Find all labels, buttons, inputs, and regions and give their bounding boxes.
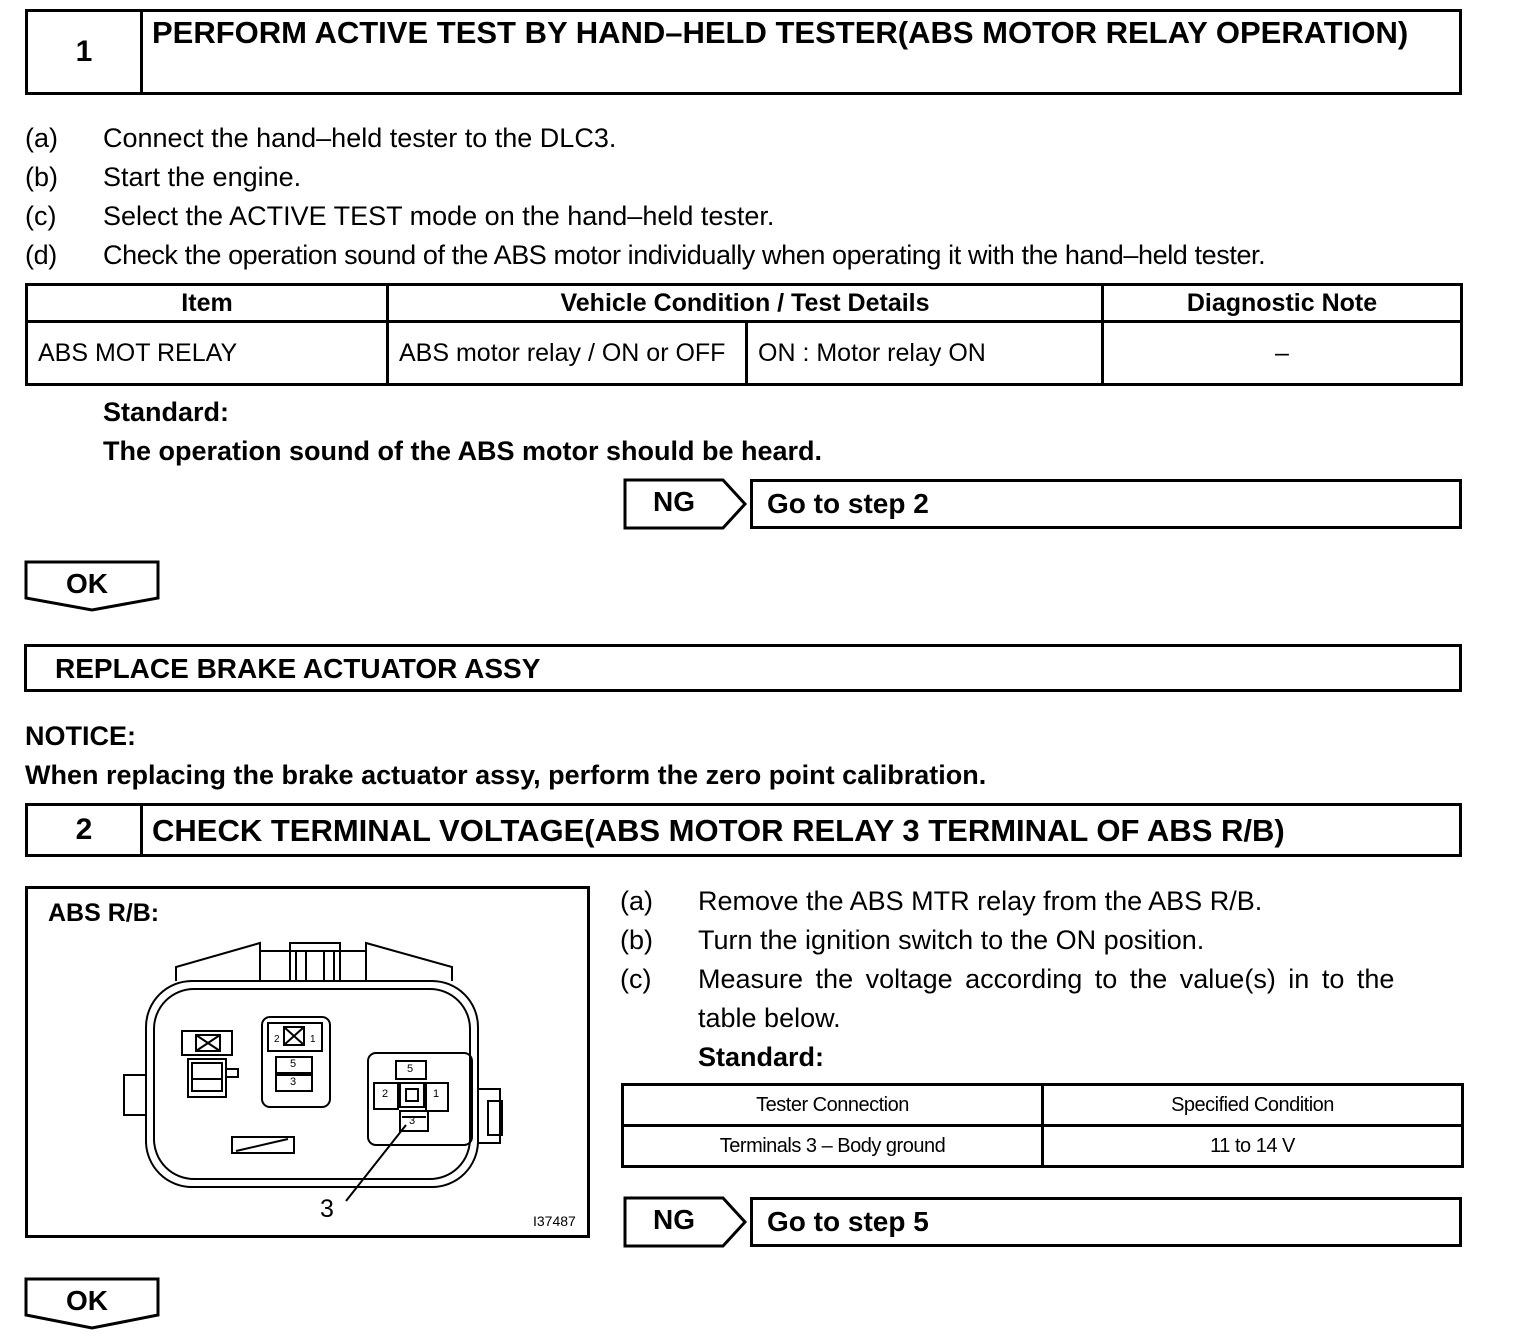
instruction-text: Select the ACTIVE TEST mode on the hand–held tester. — [103, 201, 775, 231]
cell-details: ON : Motor relay ON — [747, 322, 1103, 385]
step1-title: PERFORM ACTIVE TEST BY HAND–HELD TESTER(ABS MOTOR RELAY OPERATION) — [152, 15, 1409, 50]
cell-note: – — [1103, 322, 1462, 385]
header-item: Item — [27, 285, 388, 322]
relay-pin-label-3: 3 — [409, 1115, 416, 1127]
step1-standard-text: The operation sound of the ABS motor should be heard. — [103, 436, 823, 466]
pin-label-2: 2 — [274, 1034, 280, 1045]
instruction-label: (a) — [25, 123, 58, 153]
pin-label-1: 1 — [310, 1034, 316, 1045]
relay-block-diagram — [28, 889, 587, 1235]
replace-actuator-box — [24, 644, 1462, 692]
notice-label: NOTICE: — [25, 721, 136, 751]
replace-text: REPLACE BRAKE ACTUATOR ASSY — [55, 653, 541, 684]
instruction-label: (b) — [25, 162, 58, 192]
instruction-text: Start the engine. — [103, 162, 302, 192]
header-tester-connection: Tester Connection — [623, 1085, 1043, 1126]
ok-label: OK — [66, 568, 108, 599]
instruction-label: (c) — [25, 201, 57, 231]
abs-rb-figure — [25, 886, 590, 1238]
step2-standard-label: Standard: — [698, 1042, 825, 1072]
instruction-label: (d) — [25, 240, 57, 270]
instruction-text: Check the operation sound of the ABS motor individually when operating it with the hand–held tester. — [103, 240, 1266, 270]
figure-title: ABS R/B: — [48, 899, 160, 927]
step2-header — [25, 803, 1462, 857]
ng-label: NG — [653, 486, 695, 517]
header-diagnostic-note: Diagnostic Note — [1103, 285, 1462, 322]
instruction-text: Remove the ABS MTR relay from the ABS R/B. — [698, 886, 1263, 916]
table-row — [27, 322, 1462, 385]
instruction-label: (a) — [620, 886, 653, 916]
relay-pin-label-5: 5 — [407, 1063, 414, 1075]
ng-label: NG — [653, 1204, 695, 1235]
header-specified-condition: Specified Condition — [1043, 1085, 1463, 1126]
step1-number: 1 — [28, 12, 143, 92]
instruction-label: (b) — [620, 925, 653, 955]
step2-title: CHECK TERMINAL VOLTAGE(ABS MOTOR RELAY 3 TERMINAL OF ABS R/B) — [152, 813, 1285, 848]
table-row — [623, 1126, 1463, 1167]
relay-pin-label-2: 2 — [382, 1088, 389, 1100]
step1-ng-indicator — [623, 478, 753, 530]
cell-specified-condition: 11 to 14 V — [1043, 1126, 1463, 1167]
step2-ok-indicator — [24, 1277, 164, 1331]
step2-ng-indicator — [623, 1196, 753, 1248]
step2-instruction-c-continued: table below. — [698, 1003, 841, 1033]
pin-label-3: 3 — [290, 1076, 297, 1088]
instruction-label: (c) — [620, 964, 652, 994]
header-vehicle-condition: Vehicle Condition / Test Details — [388, 285, 1103, 322]
step2-number: 2 — [28, 806, 143, 854]
ok-label: OK — [66, 1285, 108, 1316]
cell-condition: ABS motor relay / ON or OFF — [388, 322, 747, 385]
active-test-table — [25, 283, 1463, 386]
step1-standard-label: Standard: — [103, 397, 230, 427]
instruction-text: Turn the ignition switch to the ON position. — [698, 925, 1205, 955]
pin-label-5: 5 — [290, 1058, 297, 1070]
step2-go-to-step[interactable]: Go to step 5 — [750, 1197, 1462, 1247]
relay-pin-label-1: 1 — [433, 1088, 440, 1100]
terminal-voltage-table — [621, 1083, 1464, 1168]
step1-header — [25, 9, 1462, 95]
cell-item: ABS MOT RELAY — [27, 322, 388, 385]
notice-text: When replacing the brake actuator assy, perform the zero point calibration. — [25, 760, 987, 790]
table-header-row — [27, 285, 1462, 322]
cell-tester-connection: Terminals 3 – Body ground — [623, 1126, 1043, 1167]
figure-code: I37487 — [533, 1213, 576, 1229]
step1-go-to-step[interactable]: Go to step 2 — [750, 479, 1462, 529]
step1-ok-indicator — [24, 560, 164, 612]
callout-3: 3 — [320, 1195, 334, 1223]
instruction-text: Connect the hand–held tester to the DLC3. — [103, 123, 617, 153]
table-header-row — [623, 1085, 1463, 1126]
instruction-text: Measure the voltage according to the value(s) in to the — [698, 964, 1395, 994]
